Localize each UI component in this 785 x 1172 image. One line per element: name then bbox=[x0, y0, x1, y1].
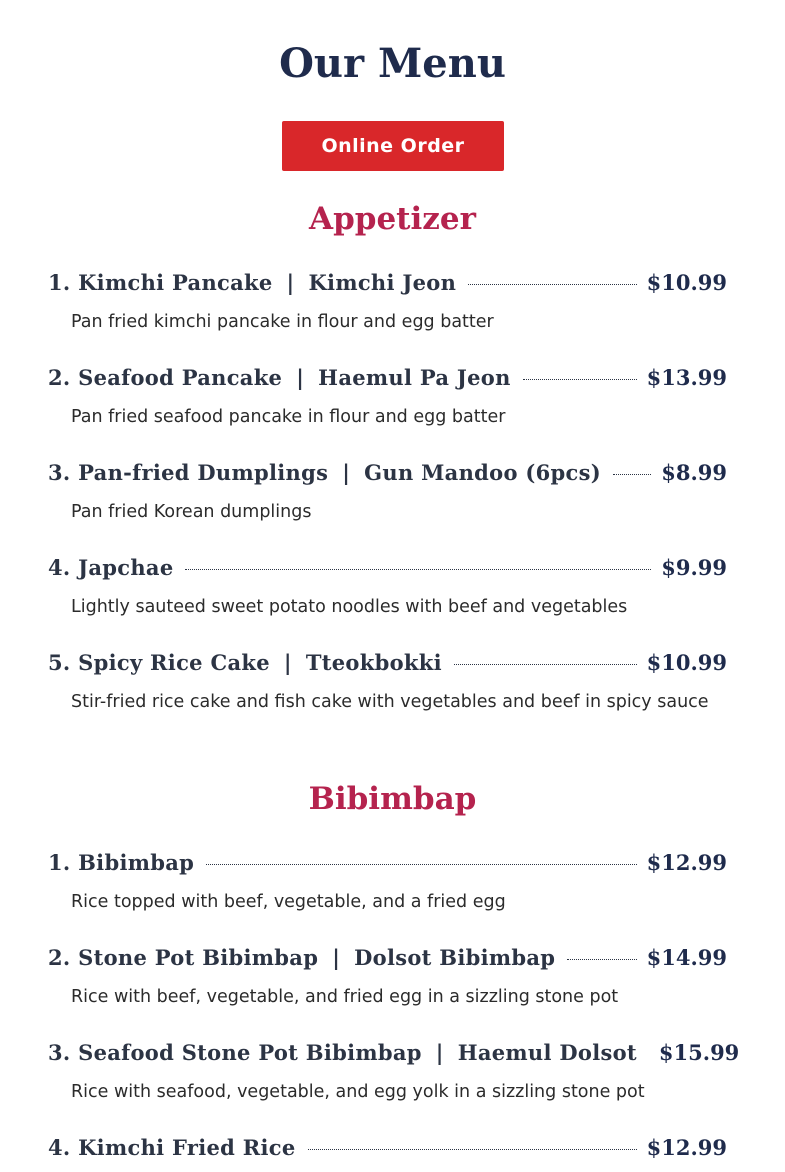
item-title bbox=[48, 1040, 637, 1065]
item-description: Rice with seafood, vegetable, and egg yolk in a sizzling stone pot bbox=[71, 1082, 645, 1102]
page-title: Our Menu bbox=[279, 40, 506, 87]
item-title bbox=[48, 270, 456, 295]
item-line bbox=[48, 270, 727, 304]
item-price: $13.99 bbox=[646, 365, 727, 390]
item-korean-name: Kimchi Jeon bbox=[308, 270, 457, 295]
menu-item bbox=[48, 650, 727, 712]
item-line bbox=[48, 650, 727, 684]
item-description: Pan fried kimchi pancake in flour and egg batter bbox=[71, 312, 494, 332]
item-line bbox=[48, 945, 727, 979]
item-title bbox=[48, 555, 173, 580]
item-line bbox=[48, 1135, 727, 1169]
item-title bbox=[48, 945, 555, 970]
item-line bbox=[48, 850, 727, 884]
menu-item bbox=[48, 1040, 740, 1102]
item-name: 4. Kimchi Fried Rice bbox=[48, 1135, 296, 1160]
name-separator: | bbox=[286, 270, 295, 295]
dotted-leader bbox=[468, 284, 636, 285]
item-korean-name: Tteokbokki bbox=[305, 650, 442, 675]
item-korean-name: Haemul Dolsot bbox=[457, 1040, 637, 1065]
section-title-bibimbap: Bibimbap bbox=[308, 781, 477, 817]
item-description: Stir-fried rice cake and fish cake with vegetables and beef in spicy sauce bbox=[71, 692, 709, 712]
menu-item bbox=[48, 555, 727, 617]
item-korean-name: Haemul Pa Jeon bbox=[318, 365, 511, 390]
item-description: Rice with beef, vegetable, and fried egg in a sizzling stone pot bbox=[71, 987, 619, 1007]
item-name: 4. Japchae bbox=[48, 555, 174, 580]
item-line bbox=[48, 365, 727, 399]
item-price: $12.99 bbox=[646, 1135, 727, 1160]
dotted-leader bbox=[308, 1149, 637, 1150]
item-title bbox=[48, 460, 601, 485]
item-price: $9.99 bbox=[661, 555, 727, 580]
section-title-appetizer: Appetizer bbox=[309, 201, 476, 237]
dotted-leader bbox=[185, 569, 651, 570]
menu-item bbox=[48, 945, 727, 1007]
name-separator: | bbox=[283, 650, 292, 675]
item-name: 3. Pan-fried Dumplings bbox=[48, 460, 329, 485]
item-price: $8.99 bbox=[661, 460, 727, 485]
item-price: $10.99 bbox=[646, 650, 727, 675]
item-title bbox=[48, 850, 194, 875]
item-name: 2. Seafood Pancake bbox=[48, 365, 283, 390]
item-korean-name: Gun Mandoo (6pcs) bbox=[364, 460, 601, 485]
item-name: 1. Kimchi Pancake bbox=[48, 270, 273, 295]
item-description: Pan fried seafood pancake in flour and egg batter bbox=[71, 407, 506, 427]
name-separator: | bbox=[342, 460, 351, 485]
item-description: Rice topped with beef, vegetable, and a fried egg bbox=[71, 892, 506, 912]
item-line bbox=[48, 555, 727, 589]
menu-item bbox=[48, 850, 727, 912]
item-title bbox=[48, 365, 511, 390]
name-separator: | bbox=[332, 945, 341, 970]
menu-item bbox=[48, 270, 727, 332]
item-price: $12.99 bbox=[646, 850, 727, 875]
item-description: Lightly sauteed sweet potato noodles with beef and vegetables bbox=[71, 597, 628, 617]
item-price: $14.99 bbox=[646, 945, 727, 970]
name-separator: | bbox=[435, 1040, 444, 1065]
item-title bbox=[48, 650, 442, 675]
item-name: 3. Seafood Stone Pot Bibimbap bbox=[48, 1040, 422, 1065]
menu-item bbox=[48, 1135, 727, 1169]
name-separator: | bbox=[296, 365, 305, 390]
item-line bbox=[48, 1040, 740, 1074]
dotted-leader bbox=[523, 379, 637, 380]
dotted-leader bbox=[613, 474, 651, 475]
online-order-button[interactable]: Online Order bbox=[282, 121, 504, 171]
item-korean-name: Dolsot Bibimbap bbox=[354, 945, 556, 970]
item-description: Pan fried Korean dumplings bbox=[71, 502, 312, 522]
dotted-leader bbox=[567, 959, 636, 960]
item-name: 1. Bibimbap bbox=[48, 850, 195, 875]
dotted-leader bbox=[454, 664, 637, 665]
item-price: $15.99 bbox=[658, 1040, 740, 1065]
item-name: 2. Stone Pot Bibimbap bbox=[48, 945, 319, 970]
item-name: 5. Spicy Rice Cake bbox=[48, 650, 270, 675]
item-line bbox=[48, 460, 727, 494]
item-price: $10.99 bbox=[646, 270, 727, 295]
menu-item bbox=[48, 365, 727, 427]
menu-item bbox=[48, 460, 727, 522]
item-title bbox=[48, 1135, 296, 1160]
dotted-leader bbox=[206, 864, 637, 865]
